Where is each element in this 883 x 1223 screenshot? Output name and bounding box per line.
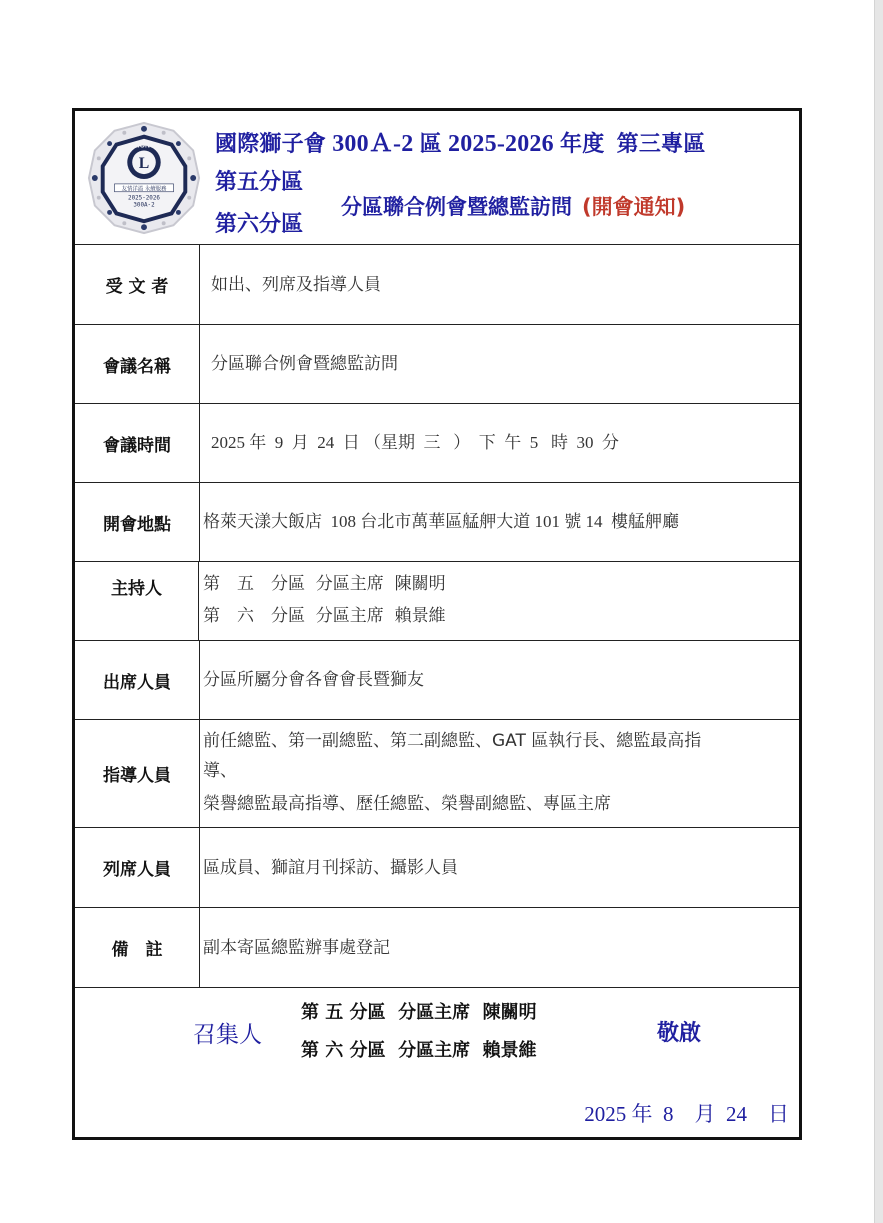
row-meeting-name bbox=[75, 325, 799, 404]
row-value bbox=[201, 325, 795, 403]
org-name: 國際獅子會 bbox=[215, 132, 327, 157]
meeting-notice-document bbox=[72, 108, 802, 1140]
value-line: 分區所屬分會各會會長暨獅友 bbox=[203, 670, 424, 690]
value-line: 前任總監、第一副總監、第二副總監、GAT 區執行長、總監最高指 bbox=[203, 730, 702, 751]
row-advisors bbox=[75, 720, 799, 828]
row-attendees bbox=[75, 641, 799, 720]
row-value bbox=[201, 828, 795, 907]
value-line: 第 五 分區 分區主席 陳關明 bbox=[203, 574, 446, 594]
row-label: 受 文 者 bbox=[75, 245, 200, 324]
lions-club-logo-icon bbox=[85, 119, 203, 237]
value-line: 區成員、獅誼月刊採訪、攝影人員 bbox=[203, 857, 458, 878]
svg-text:L: L bbox=[138, 155, 150, 173]
row-remarks bbox=[75, 908, 799, 988]
row-observers bbox=[75, 828, 799, 908]
value-line: 第 六 分區 分區主席 賴景維 bbox=[203, 606, 446, 626]
row-value bbox=[201, 720, 795, 827]
row-label: 主持人 bbox=[75, 562, 199, 640]
row-host bbox=[75, 562, 799, 641]
value-line: 2025 年 9 月 24 日 （星期 三 ） 下 午 5 時 30 分 bbox=[211, 433, 619, 452]
fiscal-year-suffix: 年度 bbox=[560, 132, 605, 157]
meeting-title-text: 分區聯合例會暨總監訪問 bbox=[341, 195, 572, 219]
value-line: 如出、列席及指導人員 bbox=[211, 274, 381, 295]
division-6-label: 第六分區 bbox=[215, 212, 304, 237]
row-meeting-location bbox=[75, 483, 799, 562]
value-line: 格萊天漾大飯店 108 台北市萬華區艋舺大道 101 號 14 樓艋舺廳 bbox=[203, 512, 679, 531]
notice-tag: (開會通知) bbox=[582, 195, 686, 219]
convener-label: 召集人 bbox=[193, 1022, 262, 1048]
value-line: 榮譽總監最高指導、歷任總監、榮譽副總監、專區主席 bbox=[203, 793, 611, 814]
signers bbox=[301, 994, 537, 1070]
value-line: 導、 bbox=[203, 760, 237, 781]
row-value bbox=[201, 483, 795, 561]
district-suffix: 區 bbox=[419, 132, 442, 157]
row-meeting-time bbox=[75, 404, 799, 483]
signer-2: 第 六 分區 分區主席 賴景維 bbox=[301, 1040, 537, 1061]
svg-text:LIONS: LIONS bbox=[133, 142, 155, 150]
district-code: 300Ａ-2 bbox=[332, 131, 414, 157]
scrollbar[interactable] bbox=[874, 0, 883, 1223]
division-5-label: 第五分區 bbox=[215, 170, 304, 195]
header-title-line bbox=[215, 123, 705, 158]
value-line: 副本寄區總監辦事處登記 bbox=[203, 937, 390, 958]
row-value bbox=[201, 562, 795, 640]
closing-salutation: 敬啟 bbox=[657, 1021, 702, 1046]
row-value bbox=[201, 404, 795, 482]
document-footer bbox=[75, 988, 799, 1137]
row-label: 備 註 bbox=[75, 908, 200, 987]
row-label: 指導人員 bbox=[75, 720, 200, 827]
row-value bbox=[201, 245, 795, 324]
value-line: 分區聯合例會暨總監訪問 bbox=[211, 354, 398, 374]
region-name: 第三專區 bbox=[616, 132, 706, 157]
row-value bbox=[201, 908, 795, 987]
row-value bbox=[201, 641, 795, 719]
signer-1: 第 五 分區 分區主席 陳關明 bbox=[301, 1002, 537, 1023]
row-label: 出席人員 bbox=[75, 641, 200, 719]
svg-text:2025-2026: 2025-2026 bbox=[128, 195, 160, 202]
row-label: 開會地點 bbox=[75, 483, 200, 561]
document-header bbox=[75, 111, 799, 245]
row-recipients bbox=[75, 245, 799, 325]
fiscal-year: 2025-2026 bbox=[448, 131, 554, 157]
meeting-title bbox=[341, 191, 685, 221]
issue-date: 2025 年 8 月 24 日 bbox=[584, 1102, 789, 1126]
svg-text:友情洋溢 永續服務: 友情洋溢 永續服務 bbox=[121, 186, 167, 193]
row-label: 列席人員 bbox=[75, 828, 200, 907]
svg-text:300A-2: 300A-2 bbox=[133, 202, 155, 209]
row-label: 會議名稱 bbox=[75, 325, 200, 403]
row-label: 會議時間 bbox=[75, 404, 200, 482]
